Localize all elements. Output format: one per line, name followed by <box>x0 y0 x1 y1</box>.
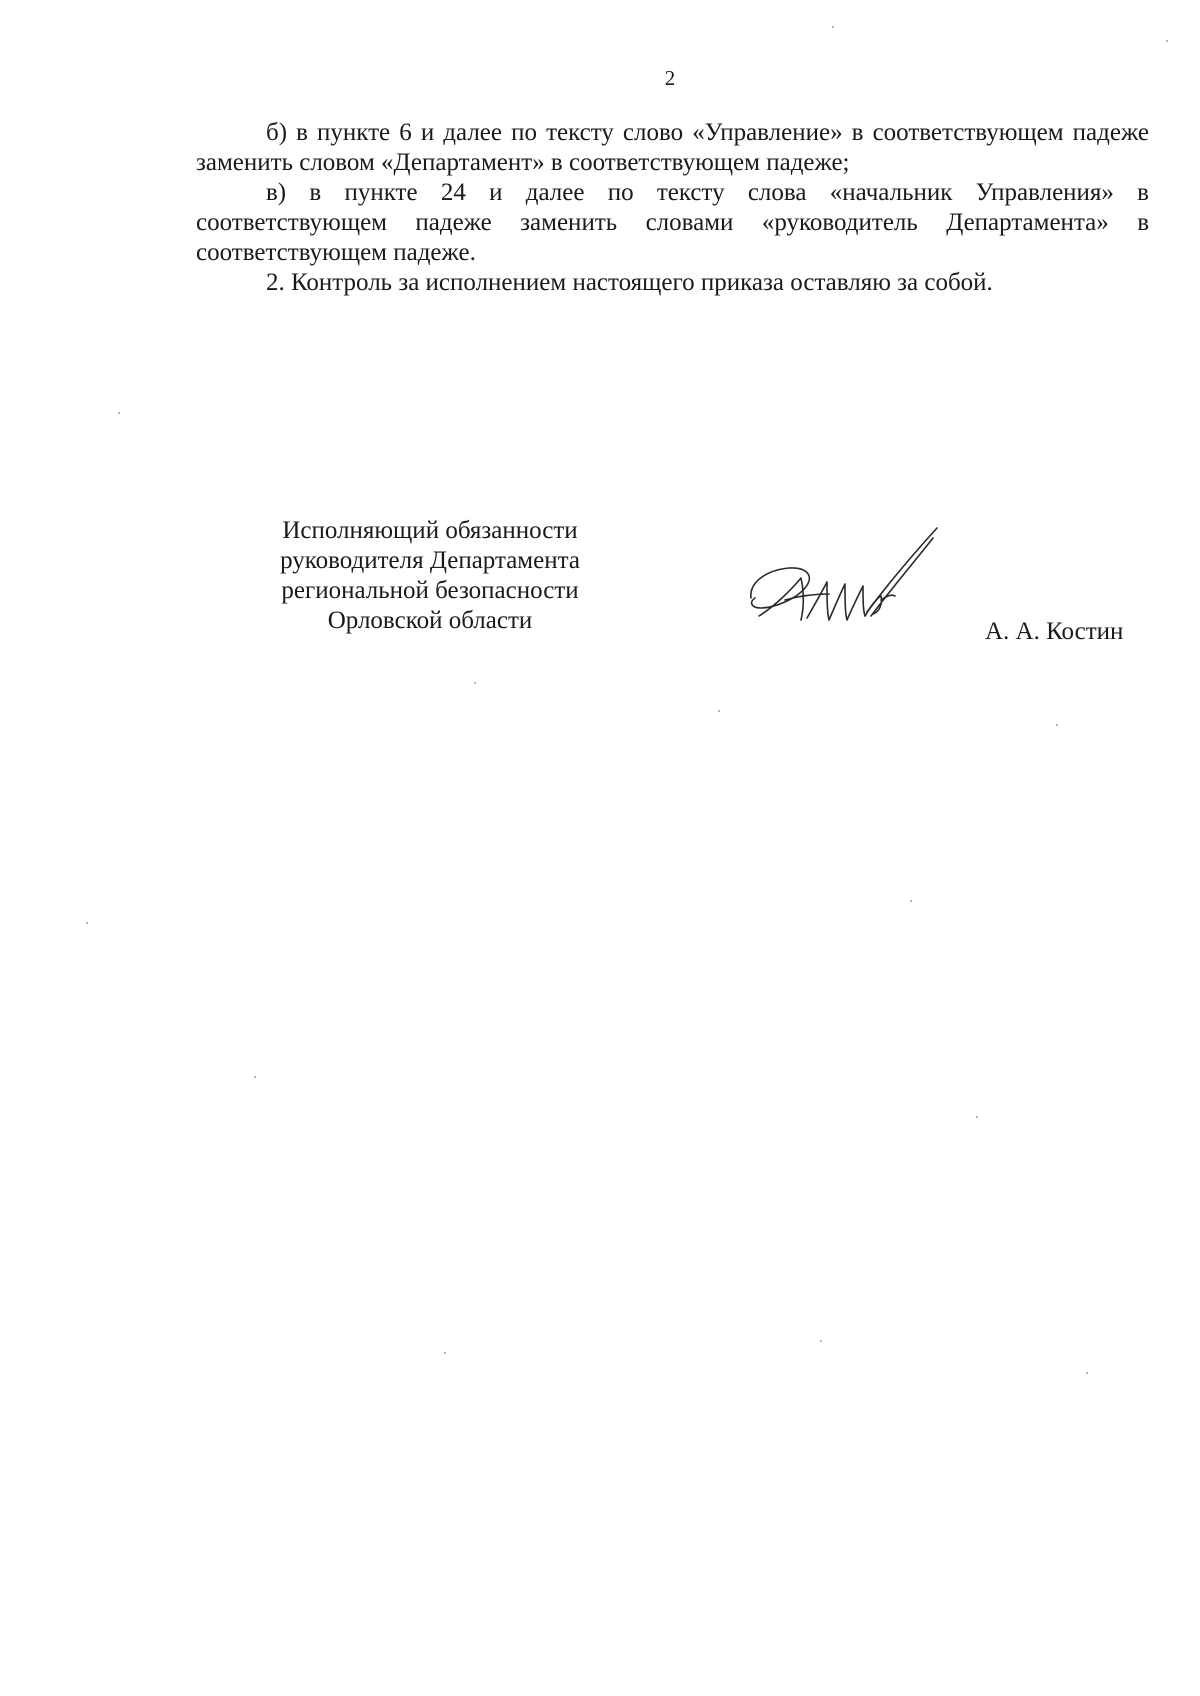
scan-speck <box>976 1116 978 1118</box>
scan-speck <box>832 26 834 28</box>
paragraph-v: в) в пункте 24 и далее по тексту слова «начальник Управления» в соответствующем падеже заменить словами «руководитель Департамента» в соответствующем падеже. <box>196 179 1149 266</box>
position-line: Исполняющий обязанности <box>282 517 578 544</box>
scan-speck <box>718 710 720 712</box>
page-number: 2 <box>664 66 676 90</box>
document-body <box>196 118 1149 298</box>
scan-speck <box>910 900 912 902</box>
signatory-position <box>250 516 610 636</box>
scan-speck <box>444 1352 446 1354</box>
scan-speck <box>118 412 120 414</box>
scan-speck <box>1166 40 1168 42</box>
scan-speck <box>86 922 88 924</box>
position-line: Орловской области <box>327 607 533 634</box>
scan-speck <box>254 1076 256 1078</box>
signer-name: А. А. Костин <box>985 618 1124 645</box>
scan-speck <box>820 1340 822 1342</box>
position-line: руководителя Департамента <box>280 547 580 574</box>
paragraph-control: 2. Контроль за исполнением настоящего приказа оставляю за собой. <box>266 269 993 296</box>
paragraph-b: б) в пункте 6 и далее по тексту слово «Управление» в соответствующем падеже заменить словом «Департамент» в соответствующем падеже; <box>196 119 1149 176</box>
handwritten-signature <box>745 520 985 650</box>
position-line: региональной безопасности <box>281 577 579 604</box>
scan-speck <box>1086 1372 1088 1374</box>
scan-speck <box>1056 724 1058 726</box>
scan-speck <box>474 682 476 684</box>
